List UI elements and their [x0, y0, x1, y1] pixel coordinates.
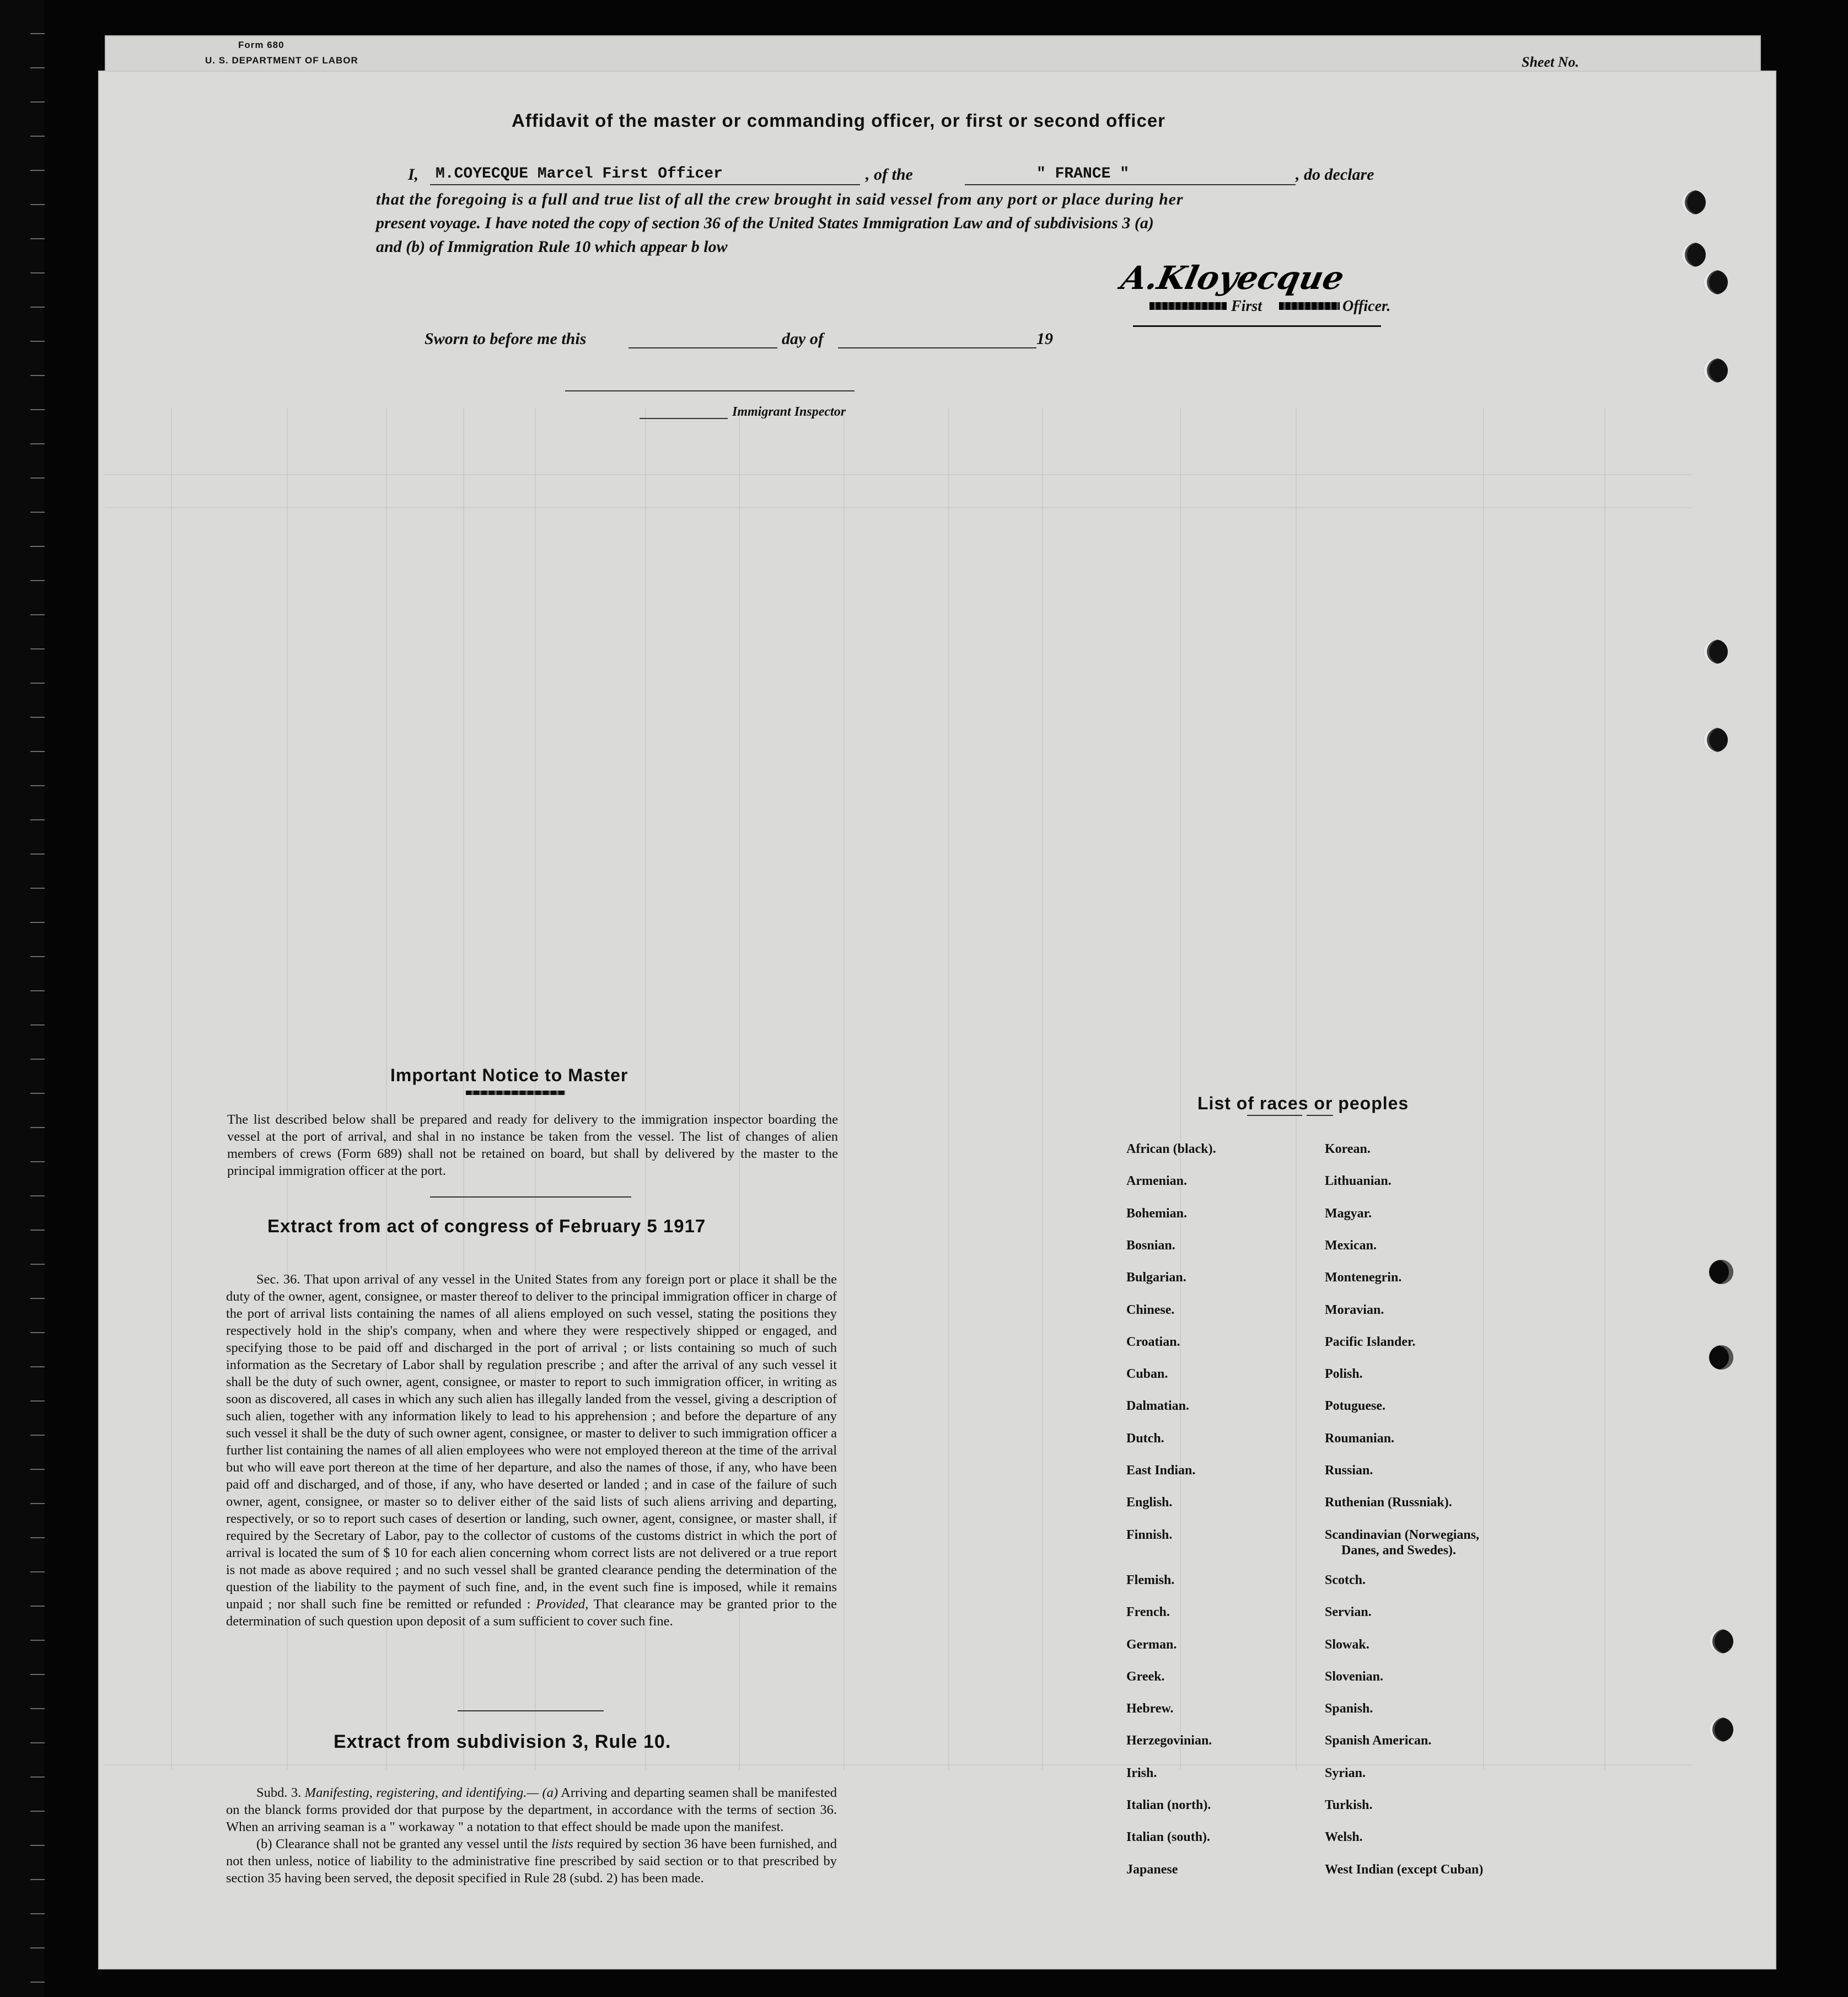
affidavit-line4: and (b) of Immigration Rule 10 which appear b low: [376, 238, 728, 256]
ruler-tick: [30, 1571, 45, 1572]
ruler-tick: [30, 1230, 45, 1231]
race-item: Potuguese.: [1325, 1399, 1385, 1414]
signature-underline: [1133, 325, 1381, 327]
of-the-label: , of the: [866, 165, 913, 184]
ruler-tick: [30, 1298, 45, 1299]
race-item: Slovenian.: [1325, 1669, 1384, 1684]
race-item: Lithuanian.: [1325, 1174, 1392, 1189]
extract-act-rule: [458, 1710, 604, 1711]
ruler-tick: [30, 751, 45, 752]
inspector-line-short: [640, 418, 728, 419]
race-item: Dutch.: [1126, 1431, 1164, 1446]
subd-b-text-1: Clearance shall not be granted any vessel until the: [276, 1837, 548, 1851]
races-underline: [1307, 1115, 1333, 1116]
notice-rule: [430, 1196, 631, 1198]
ruler-tick: [30, 1708, 45, 1709]
subd-b-text-2: required by section 36 have been furnished, and not then unless, notice of liability to the administrative fine prescribed by said section or to that prescribed by section 35 having been served, the deposit specified in Rule 28 (subd. 2) has been made.: [226, 1837, 837, 1886]
ruler-tick: [30, 170, 45, 171]
ruler-tick: [30, 888, 45, 889]
ruler-tick: [30, 1161, 45, 1162]
vessel-name: " FRANCE ": [1036, 165, 1130, 182]
ruler-tick: [30, 819, 45, 820]
ruler-tick: [30, 1913, 45, 1914]
signature-officer-label: Officer.: [1342, 298, 1391, 315]
extract-act-provided: Provided,: [536, 1597, 589, 1612]
affidavit-line2: that the foregoing is a full and true list of all the crew brought in said vessel from any port or place during her: [376, 190, 1184, 208]
ruler-tick: [30, 33, 45, 34]
ruler-tick: [30, 717, 45, 718]
notice-title: Important Notice to Master: [390, 1065, 628, 1085]
ruler-tick: [30, 443, 45, 444]
race-item: French.: [1126, 1605, 1170, 1620]
race-item: Italian (north).: [1126, 1798, 1211, 1812]
subd-b-lists: lists: [551, 1837, 573, 1851]
extract-act-body-end: That clearance may be granted prior to the determination of such question upon deposit of a sum sufficient to cover such fine.: [226, 1597, 837, 1629]
race-item: African (black).: [1126, 1142, 1216, 1156]
ruler-tick: [30, 1742, 45, 1743]
race-item: Herzegovinian.: [1126, 1733, 1212, 1748]
race-item: Croatian.: [1126, 1334, 1180, 1349]
race-item: Turkish.: [1325, 1798, 1373, 1812]
ruler-tick: [30, 1127, 45, 1128]
binder-hole: [1682, 243, 1706, 267]
ruler-tick: [30, 1947, 45, 1948]
race-item: Moravian.: [1325, 1302, 1384, 1317]
subd-a-heading: Manifesting, registering, and identifying.— (a): [304, 1785, 558, 1800]
binder-hole: [1704, 358, 1728, 383]
ruler-tick: [30, 67, 45, 68]
sworn-prefix: Sworn to before me this: [425, 330, 587, 348]
subd-a-text: Arriving and departing seamen shall be manifested on the blanck forms provided dor that purpose by the department, in accordance with the terms of section 36. When an arriving seaman is a " workaway " a notation to that effect should be made upon the manifest.: [226, 1785, 837, 1834]
officer-signature: A.Kloyecque: [1118, 259, 1348, 297]
ruler-tick: [30, 512, 45, 513]
race-item: Dalmatian.: [1126, 1399, 1189, 1414]
race-item: Scandinavian (Norwegians,: [1325, 1527, 1480, 1542]
race-item: Irish.: [1126, 1765, 1157, 1780]
ruler-tick: [30, 1093, 45, 1094]
extract-act-text: [226, 1271, 837, 1630]
race-item: Syrian.: [1325, 1765, 1366, 1780]
sheet-number-label: Sheet No.: [1522, 54, 1579, 70]
race-item: Italian (south).: [1126, 1830, 1211, 1845]
inspector-label: Immigrant Inspector: [732, 405, 846, 419]
ruler-tick: [30, 1879, 45, 1880]
sworn-day-blank: [628, 347, 777, 348]
struck-out-word: [1279, 302, 1340, 310]
notice-text: The list described below shall be prepared and ready for delivery to the immigration inspector boarding the vessel at the port of arrival, and shal in no instance be taken from the vessel. The list of changes of alien members of crews (Form 689) shall not be retained on board, but shall by delivered by the master to the principal immigration officer at the port.: [227, 1112, 838, 1178]
race-item: Cuban.: [1126, 1367, 1168, 1382]
ruler-tick: [30, 307, 45, 308]
ruler-tick: [30, 580, 45, 581]
ruler-tick: [30, 1435, 45, 1436]
race-item: Welsh.: [1325, 1830, 1363, 1845]
ruler-tick: [30, 1469, 45, 1470]
ruler-tick: [30, 272, 45, 273]
ruler-tick: [30, 922, 45, 923]
race-item: Pacific Islander.: [1325, 1334, 1416, 1349]
ruler-tick: [30, 238, 45, 239]
ruler-tick: [30, 101, 45, 103]
ruler-tick: [30, 853, 45, 855]
race-item: Scotch.: [1325, 1572, 1366, 1587]
race-item: Bosnian.: [1126, 1238, 1175, 1253]
ruler-tick: [30, 648, 45, 649]
ruler-tick: [30, 1674, 45, 1675]
ruler-tick: [30, 1845, 45, 1846]
binder-hole: [1704, 270, 1728, 294]
races-title: List of races or peoples: [1197, 1093, 1409, 1113]
race-item: Ruthenian (Russniak).: [1325, 1495, 1452, 1510]
race-item: Armenian.: [1126, 1174, 1187, 1189]
vessel-underline: [965, 184, 1296, 185]
department-label: U. S. DEPARTMENT OF LABOR: [205, 55, 358, 66]
race-item: Spanish.: [1325, 1701, 1373, 1716]
race-item: Slowak.: [1325, 1637, 1369, 1652]
binder-hole: [1709, 1629, 1733, 1654]
race-item: Greek.: [1126, 1669, 1165, 1684]
ruler-tick: [30, 1195, 45, 1196]
race-item: Hebrew.: [1126, 1701, 1174, 1716]
sworn-month-blank: [838, 347, 1036, 348]
ruler-tick: [30, 477, 45, 479]
ruler-tick: [30, 683, 45, 684]
ruler-tick: [30, 614, 45, 615]
left-edge-ruler: [0, 0, 44, 1997]
binder-hole: [1709, 1260, 1733, 1284]
affidavit-line3: present voyage. I have noted the copy of section 36 of the United States Immigration Law and of subdivisions 3 (a): [376, 214, 1154, 232]
race-item: West Indian (except Cuban): [1325, 1862, 1484, 1877]
extract-rule-text: [226, 1784, 837, 1887]
binder-hole: [1704, 728, 1728, 752]
subd-a-lead: Subd. 3.: [256, 1785, 302, 1800]
ruler-tick: [30, 375, 45, 376]
race-item: Japanese: [1126, 1862, 1178, 1877]
ruler-tick: [30, 1264, 45, 1265]
ruler-tick: [30, 341, 45, 342]
race-item: English.: [1126, 1495, 1173, 1510]
ruler-tick: [30, 785, 45, 786]
extract-rule-title: Extract from subdivision 3, Rule 10.: [334, 1731, 671, 1752]
race-item: Chinese.: [1126, 1302, 1175, 1317]
ruler-tick: [30, 1537, 45, 1538]
ruler-tick: [30, 1503, 45, 1504]
ruler-tick: [30, 956, 45, 957]
sworn-day-label: day of: [782, 330, 824, 348]
notice-divider: [466, 1091, 565, 1095]
form-number: Form 680: [238, 40, 284, 50]
sworn-year: 19: [1036, 330, 1053, 348]
affidavit-line1-prefix: I,: [408, 165, 419, 184]
race-item: Spanish American.: [1325, 1733, 1432, 1748]
extract-act-body: Sec. 36. That upon arrival of any vessel in the United States from any foreign port or place it shall be the duty of the owner, agent, consignee, or master thereof to deliver to the principal immigration officer in charge of the port of arrival lists containing the names of all aliens employed on such vessel, stating the positions they respectively hold in the ship's company, when and where they were respectively shipped or engaged, and specifying those to be paid off and discharged in the port of arrival ; or lists containing so much of such information as the Secretary of Labor shall by regulation prescribe ; and after the arrival of any such vessel it shall be the duty of such owner, agent, consignee, or master to report to such immigration officer, in writing as soon as discovered, all cases in which any such alien has illegally landed from the vessel, giving a description of such alien, together with any information likely to lead to his apprehension ; and before the departure of any such vessel it shall be the duty of such owner agent, consignee, or master to deliver to such immigration officer a further list containing the names of all alien employees who were not employed thereon at the time of the arrival but who will eave port thereon at the time of her departure, and also the names of those, if any, who have been paid off and discharged, and of those, if any, who have deserted or landed ; and in case of the failure of such owner, agent, consignee, or master so to deliver either of the said lists of such aliens arriving and departing, respectively, or so to report such cases of desertion or landing, such owner, agent, consignee, or master shall, if required by the Secretary of Labor, pay to the collector of customs of the customs district in which the port of arrival is located the sum of $ 10 for each alien concerning whom correct lists are not delivered or a true report is not made as above required ; and no such vessel shall be granted clearance pending the determination of the question of the liability to the payment of such fine, and, in the event such fine is imposed, while it remains unpaid ; nor shall such fine be remitted or refunded :: [226, 1272, 837, 1612]
ruler-tick: [30, 990, 45, 991]
ruler-tick: [30, 1811, 45, 1812]
extract-act-title: Extract from act of congress of February 5 1917: [267, 1216, 706, 1236]
ruler-tick: [30, 204, 45, 205]
ruler-tick: [30, 1059, 45, 1060]
race-item-continuation: Danes, and Swedes).: [1341, 1543, 1457, 1558]
ruler-tick: [30, 136, 45, 137]
race-item: Mexican.: [1325, 1238, 1377, 1253]
signature-first-label: First: [1231, 298, 1263, 315]
binder-hole: [1709, 1345, 1733, 1370]
ruler-tick: [30, 1606, 45, 1607]
race-item: Magyar.: [1325, 1206, 1372, 1221]
races-underline: [1247, 1115, 1302, 1116]
officer-name-underline: [430, 184, 860, 185]
race-item: Servian.: [1325, 1605, 1372, 1620]
race-item: Bohemian.: [1126, 1206, 1188, 1221]
race-item: Russian.: [1325, 1463, 1373, 1478]
inspector-signature-line: [565, 390, 855, 391]
ruler-tick: [30, 1982, 45, 1983]
ruler-tick: [30, 1366, 45, 1367]
race-item: East Indian.: [1126, 1463, 1196, 1478]
ruler-tick: [30, 1024, 45, 1026]
race-item: Korean.: [1325, 1142, 1371, 1156]
race-item: Flemish.: [1126, 1572, 1175, 1587]
ruler-tick: [30, 409, 45, 410]
race-item: Bulgarian.: [1126, 1270, 1186, 1285]
struck-out-word: [1149, 302, 1227, 310]
binder-hole: [1709, 1717, 1733, 1742]
binder-hole: [1682, 190, 1706, 214]
ruler-tick: [30, 1640, 45, 1641]
binder-hole: [1704, 640, 1728, 664]
race-item: Polish.: [1325, 1367, 1363, 1382]
race-item: Montenegrin.: [1325, 1270, 1402, 1285]
ruler-tick: [30, 546, 45, 547]
race-item: German.: [1126, 1637, 1177, 1652]
affidavit-title: Affidavit of the master or commanding officer, or first or second officer: [512, 110, 1166, 131]
subd-b-lead: (b): [256, 1837, 272, 1851]
race-item: Roumanian.: [1325, 1431, 1395, 1446]
ruler-tick: [30, 1332, 45, 1333]
do-declare-label: , do declare: [1296, 165, 1374, 184]
race-item: Finnish.: [1126, 1527, 1173, 1542]
officer-name: M.COYECQUE Marcel First Officer: [436, 165, 723, 182]
ruler-tick: [30, 1400, 45, 1402]
ruler-tick: [30, 1776, 45, 1778]
